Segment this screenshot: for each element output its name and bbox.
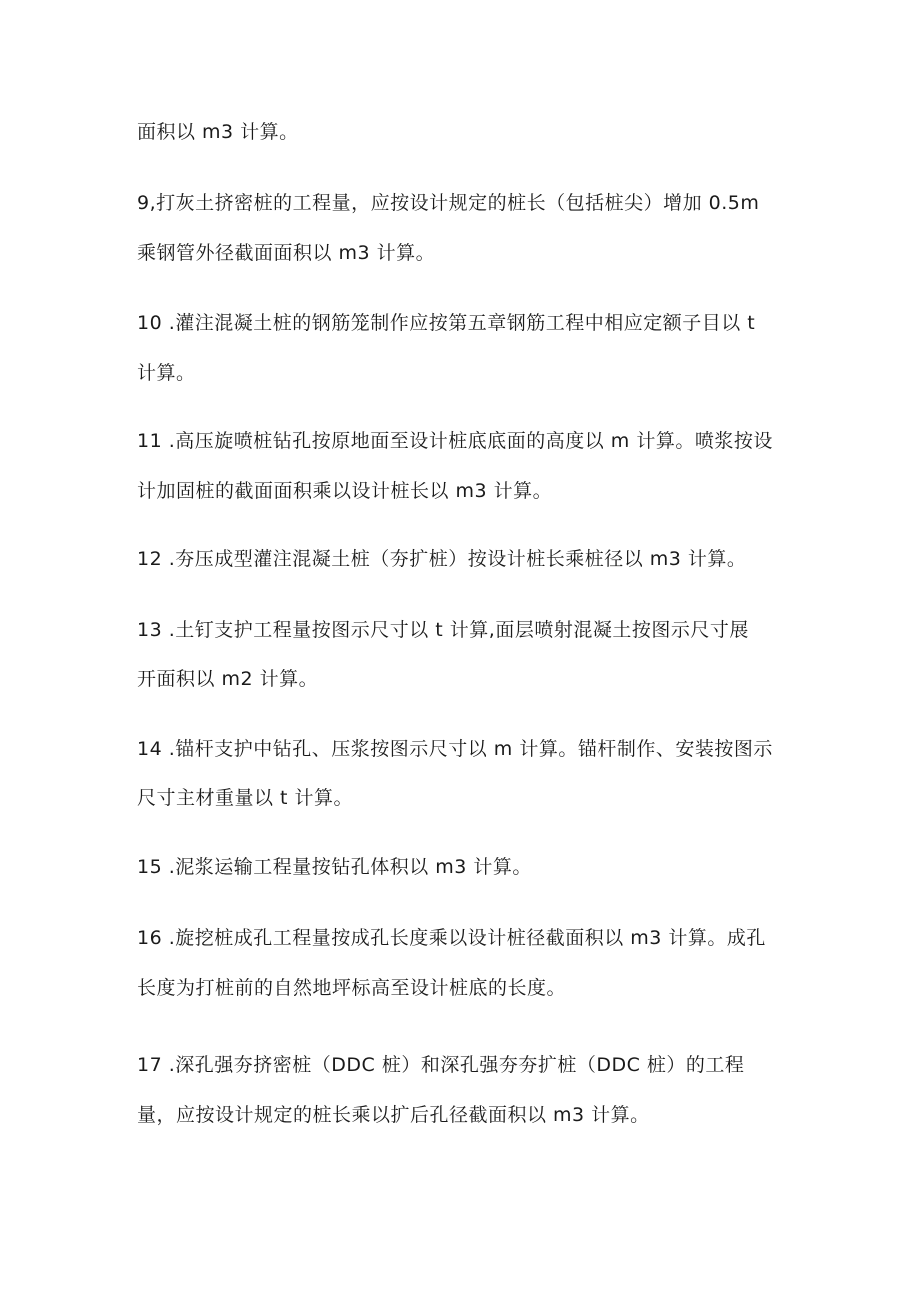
text-line: 9,打灰土挤密桩的工程量，应按设计规定的桩长（包括桩尖）增加 0.5m <box>137 192 760 214</box>
text-line: 11 .高压旋喷桩钻孔按原地面至设计桩底底面的高度以 m 计算。喷浆按设 <box>137 430 773 452</box>
text-line: 14 .锚杆支护中钻孔、压浆按图示尺寸以 m 计算。锚杆制作、安装按图示 <box>137 738 773 760</box>
text-line: 15 .泥浆运输工程量按钻孔体积以 m3 计算。 <box>137 856 532 878</box>
text-line: 开面积以 m2 计算。 <box>137 668 319 690</box>
text-line: 量，应按设计规定的桩长乘以扩后孔径截面积以 m3 计算。 <box>137 1104 650 1126</box>
text-line: 长度为打桩前的自然地坪标高至设计桩底的长度。 <box>137 977 567 999</box>
text-line: 10 .灌注混凝土桩的钢筋笼制作应按第五章钢筋工程中相应定额子目以 t <box>137 312 756 334</box>
text-line: 12 .夯压成型灌注混凝土桩（夯扩桩）按设计桩长乘桩径以 m3 计算。 <box>137 548 747 570</box>
text-line: 16 .旋挖桩成孔工程量按成孔长度乘以设计桩径截面积以 m3 计算。成孔 <box>137 927 766 949</box>
text-line: 计算。 <box>137 362 196 384</box>
text-line: 17 .深孔强夯挤密桩（DDC 桩）和深孔强夯夯扩桩（DDC 桩）的工程 <box>137 1054 745 1076</box>
text-line: 尺寸主材重量以 t 计算。 <box>137 787 354 809</box>
text-line: 计加固桩的截面面积乘以设计桩长以 m3 计算。 <box>137 480 553 502</box>
text-line: 乘钢管外径截面面积以 m3 计算。 <box>137 242 436 264</box>
text-line: 面积以 m3 计算。 <box>137 121 299 143</box>
text-line: 13 .土钉支护工程量按图示尺寸以 t 计算,面层喷射混凝土按图示尺寸展 <box>137 619 749 641</box>
